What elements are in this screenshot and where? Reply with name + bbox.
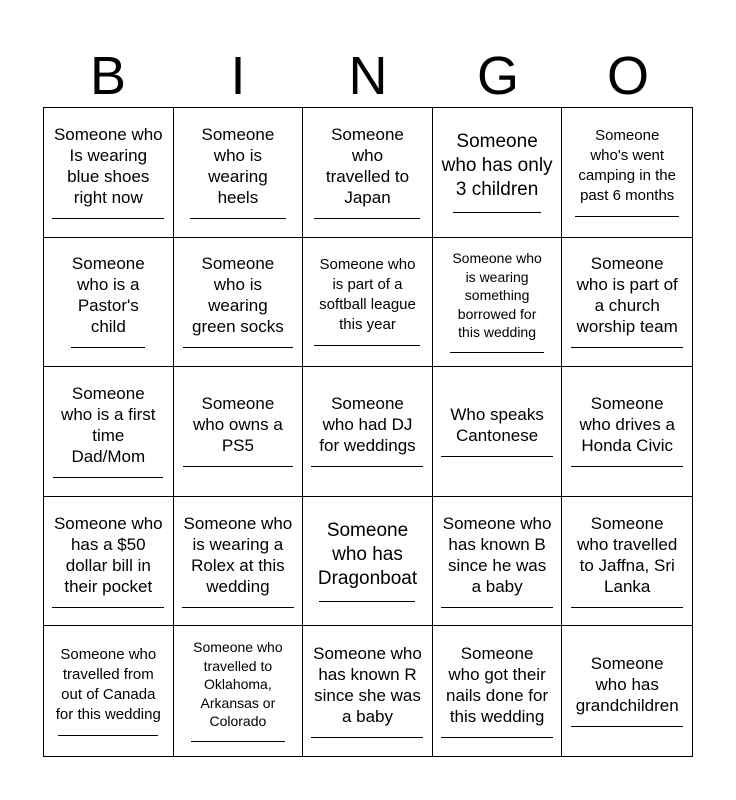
bingo-cell-text: Someone who has known R since she was a baby	[313, 643, 422, 726]
signature-line	[53, 477, 163, 478]
bingo-cell-text: Who speaks Cantonese	[450, 404, 544, 445]
signature-line	[190, 218, 286, 219]
bingo-cell[interactable]	[174, 238, 304, 368]
bingo-cell-text: Someone who has grandchildren	[575, 654, 679, 716]
header-letter-i: I	[230, 46, 246, 106]
bingo-cell[interactable]	[433, 367, 563, 497]
bingo-cell-text: Someone who is wearing a Rolex at this wedding	[183, 513, 293, 596]
signature-line	[314, 345, 420, 346]
bingo-cell[interactable]	[433, 238, 563, 368]
bingo-cell-text: Someone who is wearing something borrowed for this wedding	[452, 250, 542, 341]
signature-line	[71, 347, 145, 348]
signature-line	[571, 466, 683, 467]
bingo-cell[interactable]	[174, 626, 304, 756]
bingo-cell[interactable]	[44, 626, 174, 756]
signature-line	[311, 466, 423, 467]
bingo-cell[interactable]	[44, 108, 174, 238]
signature-line	[52, 218, 164, 219]
signature-line	[311, 737, 423, 738]
bingo-cell-text: Someone who has only 3 children	[441, 130, 553, 200]
bingo-cell[interactable]	[303, 497, 433, 627]
header-letter-o: O	[606, 46, 649, 106]
bingo-cell-text: Someone who travelled to Jaffna, Sri Lanka	[577, 513, 678, 596]
bingo-cell[interactable]	[303, 238, 433, 368]
bingo-cell-text: Someone who has a $50 dollar bill in their pocket	[53, 513, 163, 596]
bingo-cell[interactable]	[303, 626, 433, 756]
bingo-cell[interactable]	[303, 367, 433, 497]
signature-line	[52, 607, 164, 608]
header-letter-g: G	[476, 46, 519, 106]
bingo-cell-text: Someone who is a Pastor's child	[71, 254, 145, 337]
bingo-cell[interactable]	[433, 497, 563, 627]
signature-line	[319, 601, 415, 602]
signature-line	[441, 607, 553, 608]
bingo-header	[43, 44, 693, 108]
bingo-cell-text: Someone who got their nails done for this wedding	[446, 643, 549, 726]
signature-line	[58, 735, 158, 736]
signature-line	[441, 737, 553, 738]
bingo-cell-text: Someone who is part of a softball league this year	[319, 256, 416, 334]
bingo-cell[interactable]	[174, 108, 304, 238]
signature-line	[183, 466, 293, 467]
bingo-cell-text: Someone who Is wearing blue shoes right now	[53, 124, 163, 207]
signature-line	[183, 347, 293, 348]
signature-line	[571, 607, 683, 608]
signature-line	[575, 216, 679, 217]
bingo-cell[interactable]	[174, 497, 304, 627]
bingo-cell-text: Someone who is wearing green socks	[192, 254, 284, 337]
signature-line	[191, 741, 285, 742]
bingo-cell-text: Someone who is a first time Dad/Mom	[61, 383, 156, 466]
bingo-cell-text: Someone who owns a PS5	[193, 394, 283, 456]
bingo-cell-text: Someone who has known B since he was a baby	[442, 513, 552, 596]
signature-line	[441, 456, 553, 457]
bingo-cell[interactable]	[433, 626, 563, 756]
signature-line	[314, 218, 420, 219]
header-letter-n: N	[348, 46, 388, 106]
bingo-card-grid	[43, 107, 693, 757]
bingo-cell[interactable]	[433, 108, 563, 238]
bingo-cell-text: Someone who travelled to Oklahoma, Arkansas or Colorado	[193, 639, 283, 730]
bingo-cell-text: Someone who drives a Honda Civic	[579, 394, 675, 456]
bingo-cell[interactable]	[44, 367, 174, 497]
header-letter-b: B	[89, 46, 127, 106]
bingo-cell[interactable]	[562, 626, 692, 756]
bingo-cell-text: Someone who had DJ for weddings	[319, 394, 416, 456]
bingo-cell[interactable]	[562, 108, 692, 238]
signature-line	[571, 347, 683, 348]
bingo-cell[interactable]	[562, 367, 692, 497]
bingo-cell[interactable]	[174, 367, 304, 497]
bingo-cell-text: Someone who has Dragonboat	[317, 519, 418, 589]
bingo-cell[interactable]	[44, 238, 174, 368]
signature-line	[453, 212, 541, 213]
signature-line	[450, 352, 544, 353]
bingo-cell-text: Someone who is wearing heels	[201, 124, 275, 207]
bingo-cell-text: Someone who travelled from out of Canada for this wedding	[55, 645, 161, 723]
bingo-cell-text: Someone who travelled to Japan	[325, 124, 410, 207]
bingo-cell[interactable]	[562, 238, 692, 368]
bingo-cell[interactable]	[44, 497, 174, 627]
bingo-cell[interactable]	[562, 497, 692, 627]
bingo-cell[interactable]	[303, 108, 433, 238]
signature-line	[571, 726, 683, 727]
bingo-cell-text: Someone who's went camping in the past 6 months	[578, 126, 676, 204]
signature-line	[182, 607, 294, 608]
bingo-cell-text: Someone who is part of a church worship team	[576, 254, 678, 337]
